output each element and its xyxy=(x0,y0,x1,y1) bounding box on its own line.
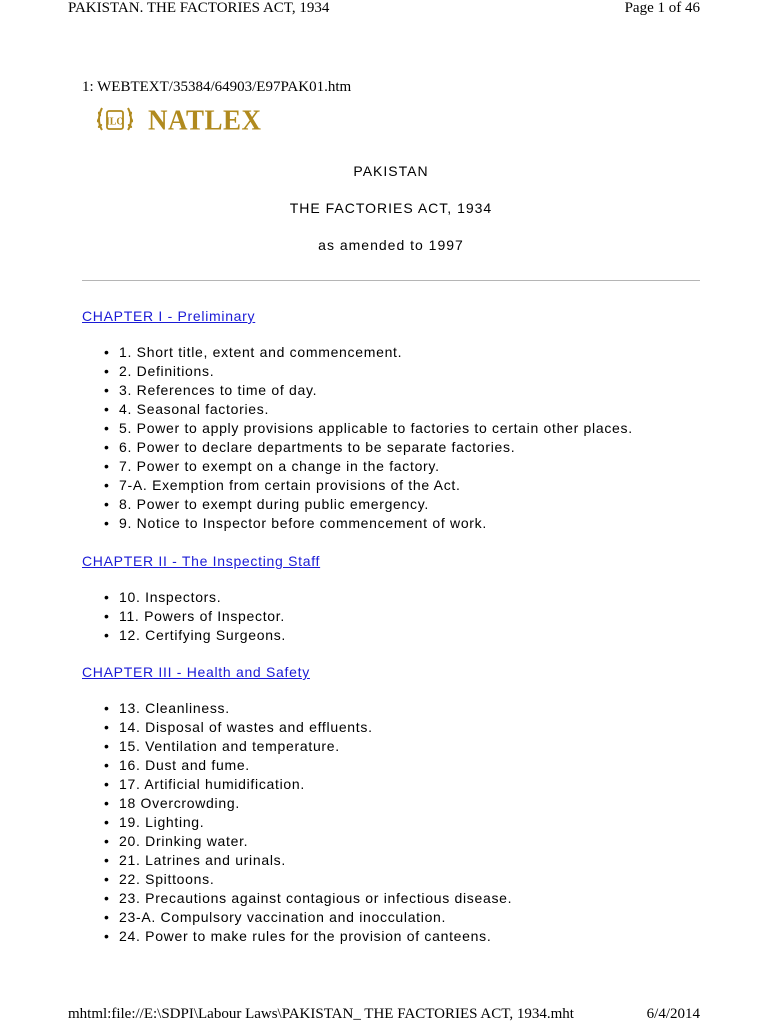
section-item: • 4. Seasonal factories. xyxy=(104,400,633,419)
section-item: • 17. Artificial humidification. xyxy=(104,775,512,794)
section-item: • 8. Power to exempt during public emergency. xyxy=(104,495,633,514)
section-item: • 21. Latrines and urinals. xyxy=(104,851,512,870)
section-item: • 12. Certifying Surgeons. xyxy=(104,626,286,645)
act-title: THE FACTORIES ACT, 1934 xyxy=(289,200,493,216)
chapter-2-link[interactable]: CHAPTER II - The Inspecting Staff xyxy=(82,553,321,569)
section-item: • 19. Lighting. xyxy=(104,813,512,832)
section-item: • 15. Ventilation and temperature. xyxy=(104,737,512,756)
chapter-3-link[interactable]: CHAPTER III - Health and Safety xyxy=(82,664,310,680)
section-item: • 24. Power to make rules for the provision of canteens. xyxy=(104,927,512,946)
source-path: 1: WEBTEXT/35384/64903/E97PAK01.htm xyxy=(82,79,352,95)
section-item: • 23. Precautions against contagious or infectious disease. xyxy=(104,889,512,908)
ilo-emblem-icon xyxy=(94,100,136,140)
horizontal-divider xyxy=(82,280,700,281)
section-item: • 3. References to time of day. xyxy=(104,381,633,400)
section-item: • 22. Spittoons. xyxy=(104,870,512,889)
section-item: • 7-A. Exemption from certain provisions of the Act. xyxy=(104,476,633,495)
section-item: • 18 Overcrowding. xyxy=(104,794,512,813)
section-item: • 6. Power to declare departments to be separate factories. xyxy=(104,438,633,457)
chapter-3-section-list xyxy=(104,699,512,946)
country-heading: PAKISTAN xyxy=(353,163,429,179)
section-item: • 9. Notice to Inspector before commencement of work. xyxy=(104,514,633,533)
chapter-1-section-list xyxy=(104,343,633,533)
natlex-wordmark: NATLEX xyxy=(148,103,262,136)
ilo-emblem-text: ILO xyxy=(105,116,125,128)
print-footer-date: 6/4/2014 xyxy=(646,1006,700,1022)
natlex-logo xyxy=(94,100,262,140)
section-item: • 10. Inspectors. xyxy=(104,588,286,607)
print-header-title: PAKISTAN. THE FACTORIES ACT, 1934 xyxy=(68,0,330,16)
chapter-1-link[interactable]: CHAPTER I - Preliminary xyxy=(82,308,256,324)
section-item: • 20. Drinking water. xyxy=(104,832,512,851)
section-item: • 2. Definitions. xyxy=(104,362,633,381)
section-item: • 1. Short title, extent and commencement. xyxy=(104,343,633,362)
section-item: • 16. Dust and fume. xyxy=(104,756,512,775)
section-item: • 11. Powers of Inspector. xyxy=(104,607,286,626)
print-header-page-number: Page 1 of 46 xyxy=(624,0,700,16)
section-item: • 5. Power to apply provisions applicable to factories to certain other places. xyxy=(104,419,633,438)
print-footer-path: mhtml:file://E:\SDPI\Labour Laws\PAKISTAN_ THE FACTORIES ACT, 1934.mht xyxy=(68,1006,574,1022)
section-item: • 23-A. Compulsory vaccination and inocculation. xyxy=(104,908,512,927)
amended-note: as amended to 1997 xyxy=(318,237,464,253)
chapter-2-section-list xyxy=(104,588,286,645)
section-item: • 14. Disposal of wastes and effluents. xyxy=(104,718,512,737)
section-item: • 7. Power to exempt on a change in the factory. xyxy=(104,457,633,476)
section-item: • 13. Cleanliness. xyxy=(104,699,512,718)
